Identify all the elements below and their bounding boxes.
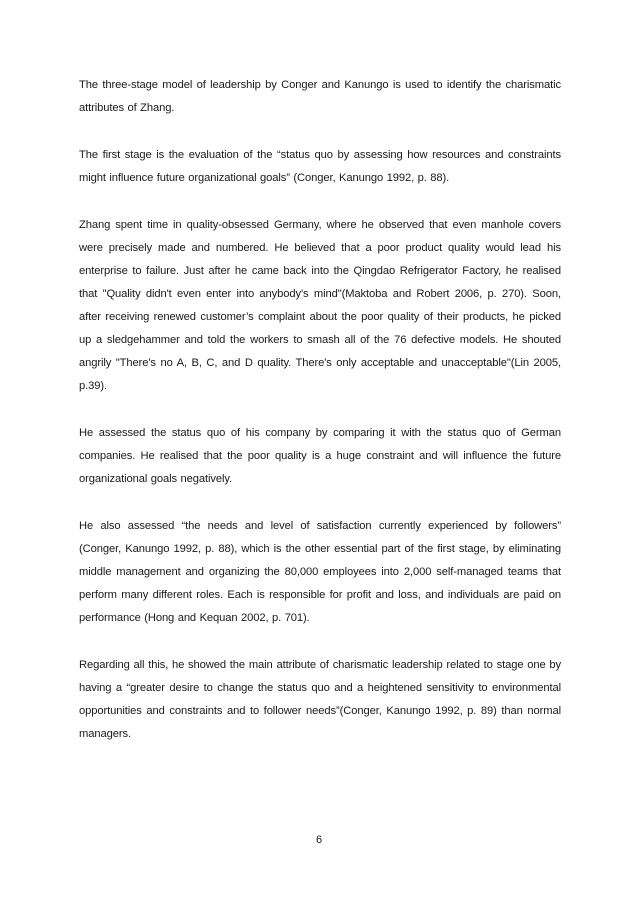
paragraph-3: Zhang spent time in quality-obsessed Germany, where he observed that even manhole covers were precisely made and numbered. He believed that a poor product quality would lead his enterprise to failure. Just after he came back into the Qingdao Refrigerator Factory, he realised that "Quality didn't even enter into anybody's mind"(Maktoba and Robert 2006, p. 270). Soon, after receiving renewed customer’s complaint about the poor quality of their products, he picked up a sledgehammer and told the workers to smash all of the 76 defective models. He shouted angrily "There's no A, B, C, and D quality. There's only acceptable and unacceptable"(Lin 2005, p.39). — [79, 219, 561, 392]
paragraph-5: He also assessed “the needs and level of satisfaction currently experienced by followers” (Conger, Kanungo 1992, p. 88), which is the other essential part of the first stage, by eliminating middle management and organizing the 80,000 employees into 2,000 self-managed teams that perform many different roles. Each is responsible for profit and loss, and individuals are paid on performance (Hong and Kequan 2002, p. 701). — [79, 520, 561, 624]
paragraph-6: Regarding all this, he showed the main attribute of charismatic leadership related to stage one by having a “greater desire to change the status quo and a heightened sensitivity to environmental opportunities and constraints and to follower needs”(Conger, Kanungo 1992, p. 89) than normal managers. — [79, 659, 561, 740]
paragraph-2: The first stage is the evaluation of the “status quo by assessing how resources and constraints might influence future organizational goals” (Conger, Kanungo 1992, p. 88). — [79, 149, 561, 184]
paragraph-4: He assessed the status quo of his company by comparing it with the status quo of German companies. He realised that the poor quality is a huge constraint and will influence the future organizational goals negatively. — [79, 427, 561, 485]
paragraph-1: The three-stage model of leadership by Conger and Kanungo is used to identify the charismatic attributes of Zhang. — [79, 79, 561, 114]
body-text — [79, 74, 561, 770]
page-number: 6 — [315, 834, 323, 846]
